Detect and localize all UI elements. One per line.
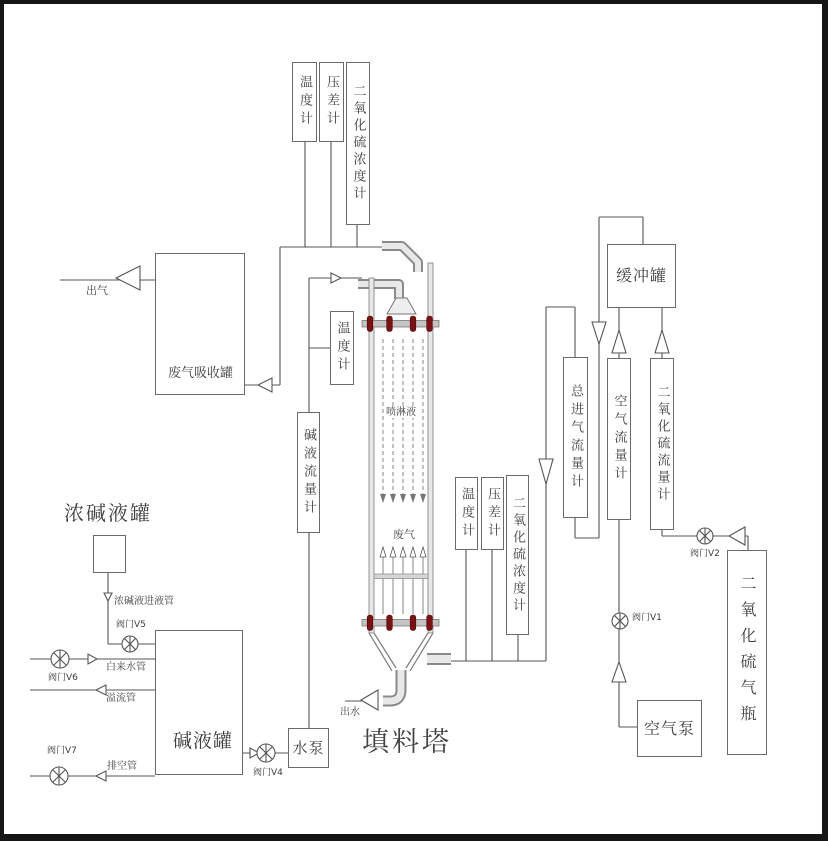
valve-v6-label: 阀门V6 <box>48 673 78 683</box>
waste-gas-tank-box <box>155 253 245 395</box>
gas-streams <box>383 557 423 614</box>
air-pump-box: 空气泵 <box>637 700 702 757</box>
packed-tower-graphic <box>358 246 451 701</box>
into-waste-tank-arrow-icon <box>258 378 272 392</box>
valve-icon-v5 <box>122 636 138 652</box>
total-gas-flowmeter-box: 总进气流量计 <box>563 357 588 518</box>
valve-icon-v1 <box>612 613 628 629</box>
packing-support-plate <box>374 574 428 579</box>
valve-icon-v4 <box>257 744 275 762</box>
valve-icon-v6 <box>51 650 69 668</box>
total-gas-down-arrow-icon <box>539 459 553 484</box>
alkali-tank-label: 碱液罐 <box>173 730 234 752</box>
overflow-pipe-label: 溢流管 <box>106 693 136 704</box>
so2-flowmeter-box: 二氧化硫流量计 <box>650 358 674 530</box>
so2-up-arrow-icon <box>655 330 669 353</box>
process-lines <box>30 140 748 776</box>
alkali-tank-box <box>155 630 243 775</box>
buffer-tank-box: 缓冲罐 <box>607 244 676 308</box>
buffer-down-arrow-icon <box>592 322 606 344</box>
valve-v7-label: 阀门V7 <box>47 746 77 756</box>
drain-arrow-icon <box>96 771 106 781</box>
inlet-thermometer-box: 温度计 <box>455 477 478 550</box>
gas-out-arrow-icon <box>116 266 140 290</box>
alkali-flowmeter-box: 碱液流量计 <box>297 412 320 533</box>
so2-cylinder-arrow-icon <box>729 527 745 545</box>
air-flowmeter-box: 空气流量计 <box>607 358 631 520</box>
valve-icon-v2 <box>697 528 713 544</box>
gas-out-label: 出气 <box>86 284 108 297</box>
drain-pipe-label: 排空管 <box>107 761 137 772</box>
so2-cylinder-box: 二氧化硫气瓶 <box>727 550 767 755</box>
gas-stream-arrowheads <box>380 547 426 557</box>
conc-alkali-feed-pipe-label: 浓碱液进液管 <box>114 596 174 607</box>
tap-water-arrow-icon <box>88 654 97 664</box>
inlet-dp-meter-box: 压差计 <box>481 477 504 550</box>
tap-water-pipe-label: 白来水管 <box>106 662 146 673</box>
spray-stream-arrowheads <box>380 494 426 503</box>
top-so2-meter-box: 二氧化硫浓度计 <box>346 62 370 225</box>
valve-v4-label: 阀门V4 <box>253 768 283 778</box>
inlet-so2-meter-box: 二氧化硫浓度计 <box>506 475 529 635</box>
spray-feed-arrow-icon <box>331 273 341 283</box>
air-up-arrow-icon <box>612 330 626 353</box>
conc-alkali-tank-title: 浓碱液罐 <box>64 501 152 525</box>
valve-v2-label: 阀门V2 <box>690 549 720 559</box>
air-pump-up-arrow-icon <box>612 662 626 682</box>
valve-icon-v7 <box>50 767 68 785</box>
conc-alkali-tank-box <box>93 535 126 573</box>
water-out-arrow-icon <box>361 690 378 710</box>
spray-liquid-label: 喷淋液 <box>386 407 416 418</box>
packed-tower-title: 填料塔 <box>362 727 452 758</box>
top-thermometer-box: 温度计 <box>292 62 317 142</box>
top-dp-meter-box: 压差计 <box>319 62 344 142</box>
water-pump-box: 水泵 <box>288 728 329 768</box>
spray-nozzle-funnel-icon <box>387 298 416 314</box>
waste-gas-label: 废气 <box>393 528 415 541</box>
mid-thermometer-box: 温度计 <box>330 311 354 385</box>
valve-v1-label: 阀门V1 <box>632 613 662 623</box>
tower-bottom-cone <box>369 633 433 671</box>
overflow-arrow-icon <box>96 685 106 695</box>
valve-v5-label: 阀门V5 <box>116 620 146 630</box>
waste-gas-tank-label: 废气吸收罐 <box>168 366 234 381</box>
conc-feed-arrow-icon <box>104 593 112 601</box>
water-out-label: 出水 <box>340 707 360 718</box>
